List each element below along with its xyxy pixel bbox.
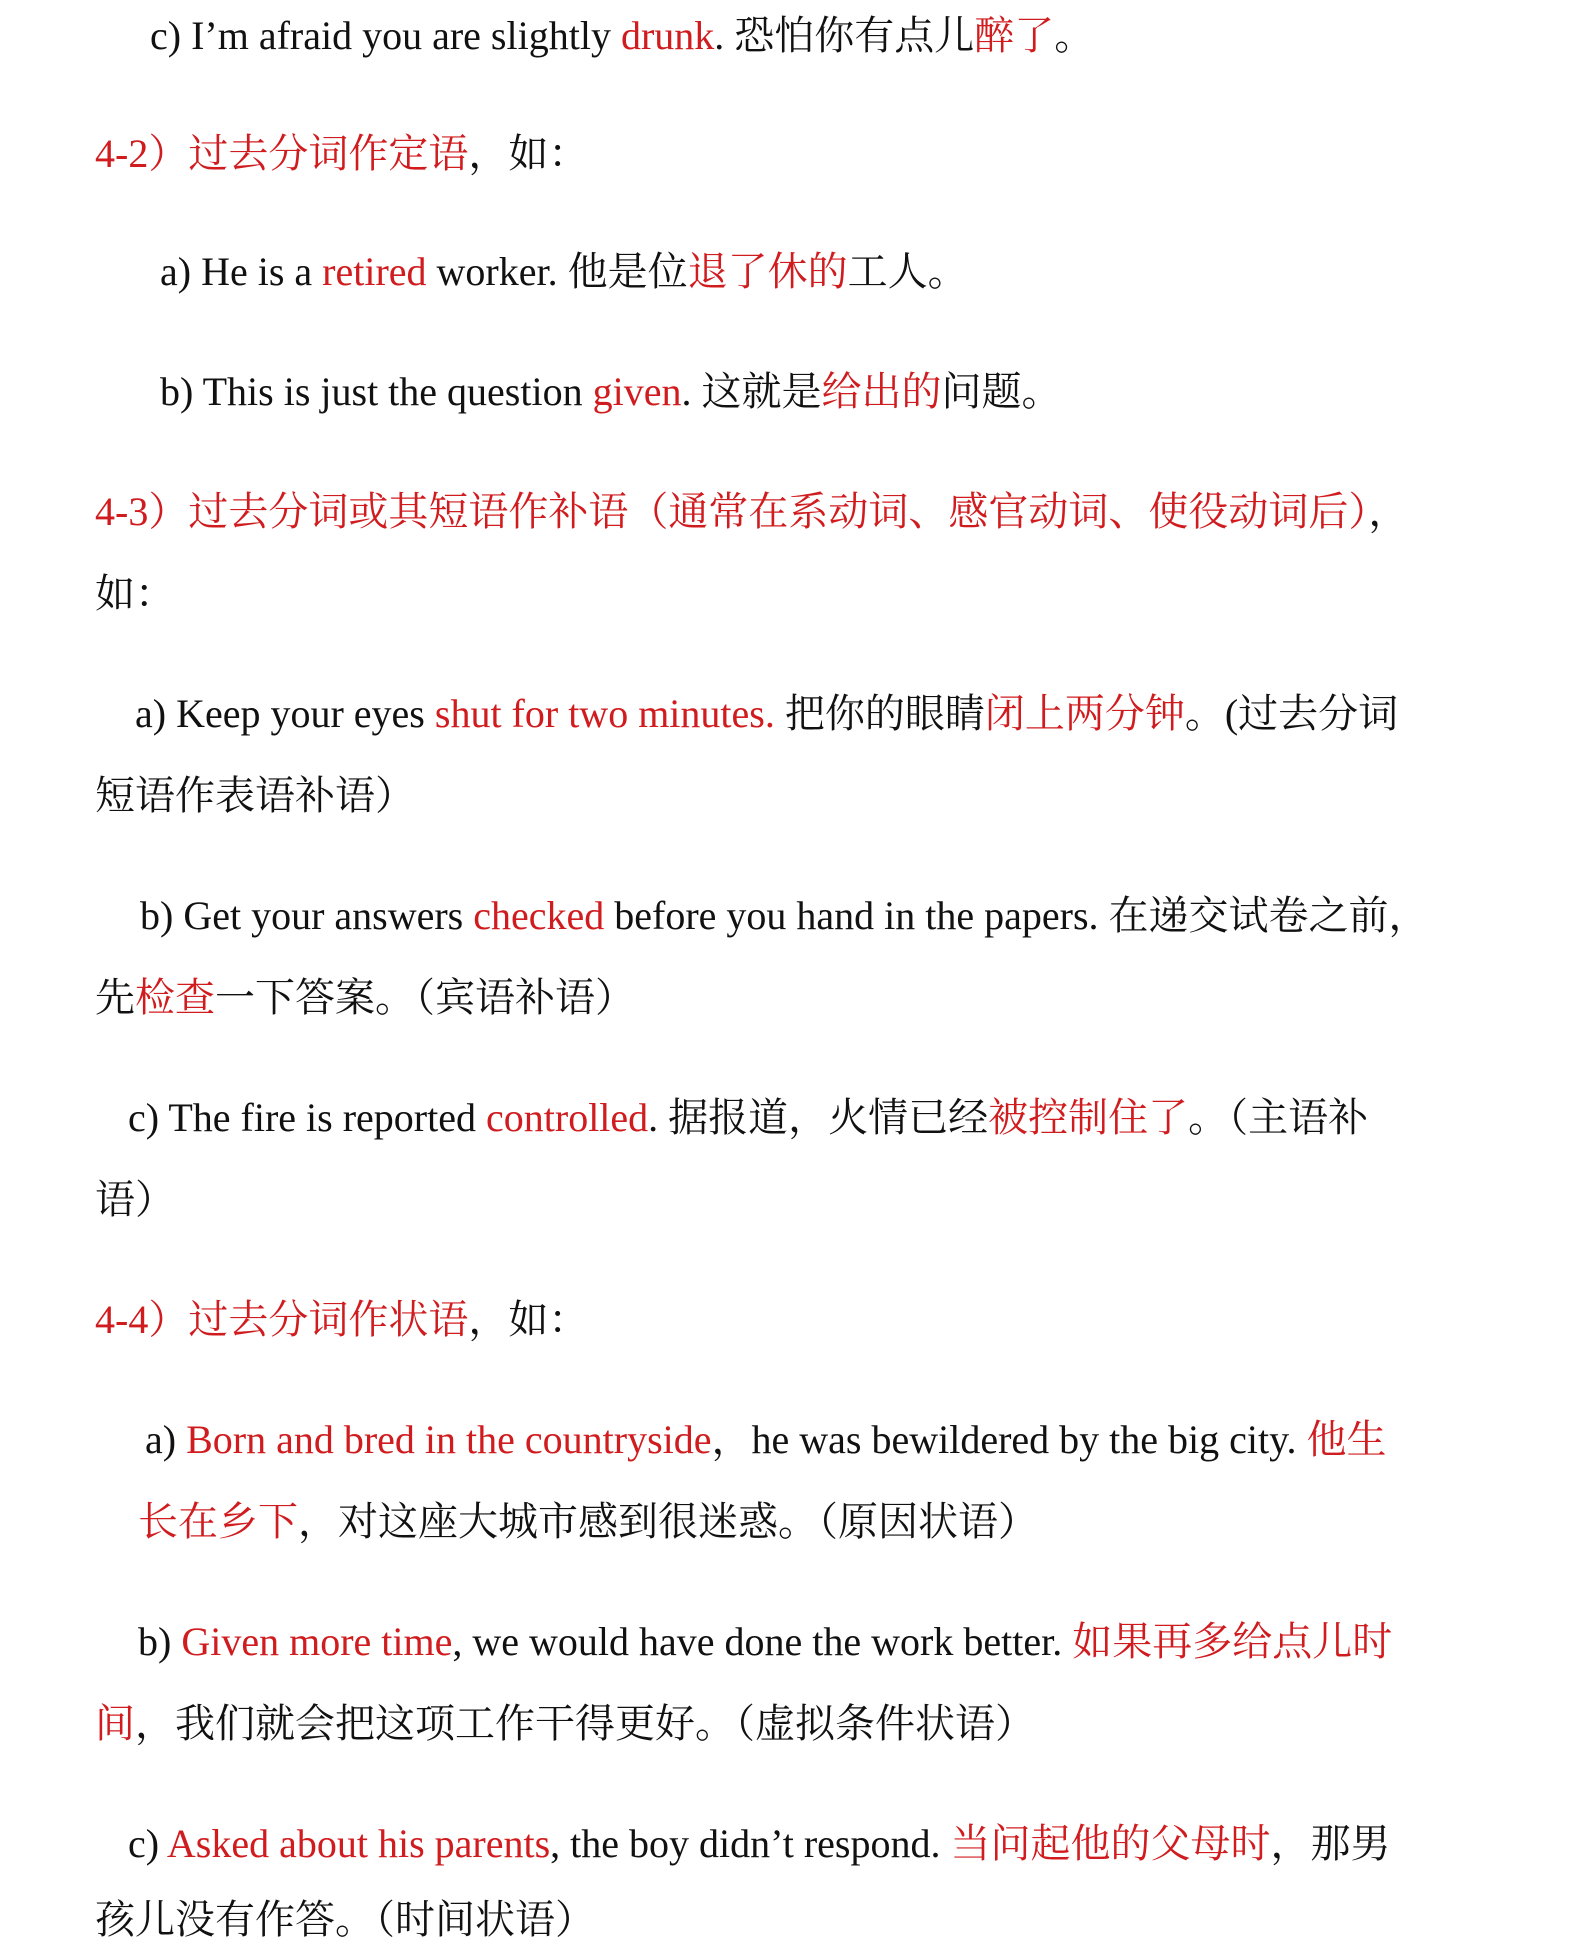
example-3a-line2: 短语作表语补语） (95, 773, 415, 818)
example-4b-line2: 间，我们就会把这项工作干得更好。（虚拟条件状语） (95, 1701, 1035, 1746)
example-4a-line1: a) Born and bred in the countryside，he was bewildered by the big city. 他生 (145, 1417, 1387, 1462)
heading-4-2: 4-2）过去分词作定语，如： (95, 131, 589, 176)
heading-4-3-line2: 如： (95, 571, 175, 616)
example-4b-line1: b) Given more time, we would have done the work better. 如果再多给点儿时 (138, 1619, 1393, 1664)
heading-4-4: 4-4）过去分词作状语，如： (95, 1297, 589, 1342)
example-3b-line1: b) Get your answers checked before you hand in the papers. 在递交试卷之前， (140, 893, 1429, 938)
example-4a-line2: 长在乡下，对这座大城市感到很迷惑。（原因状语） (138, 1499, 1038, 1544)
example-4c-line2: 孩儿没有作答。（时间状语） (95, 1897, 595, 1942)
example-3b-line2: 先检查一下答案。（宾语补语） (95, 975, 635, 1020)
example-2a-retired: a) He is a retired worker. 他是位退了休的工人。 (160, 249, 968, 294)
example-3c-line2: 语） (95, 1177, 175, 1222)
example-1c-drunk: c) I’m afraid you are slightly drunk. 恐怕你有点儿醉了。 (150, 13, 1095, 58)
example-4c-line1: c) Asked about his parents, the boy didn’t respond. 当问起他的父母时，那男 (128, 1821, 1391, 1866)
example-3a-line1: a) Keep your eyes shut for two minutes. 把你的眼睛闭上两分钟。(过去分词 (135, 691, 1399, 736)
example-3c-line1: c) The fire is reported controlled. 据报道，火情已经被控制住了。（主语补 (128, 1095, 1369, 1140)
example-2b-given: b) This is just the question given. 这就是给出的问题。 (160, 369, 1062, 414)
heading-4-3-line1: 4-3）过去分词或其短语作补语（通常在系动词、感官动词、使役动词后）， (95, 489, 1409, 534)
